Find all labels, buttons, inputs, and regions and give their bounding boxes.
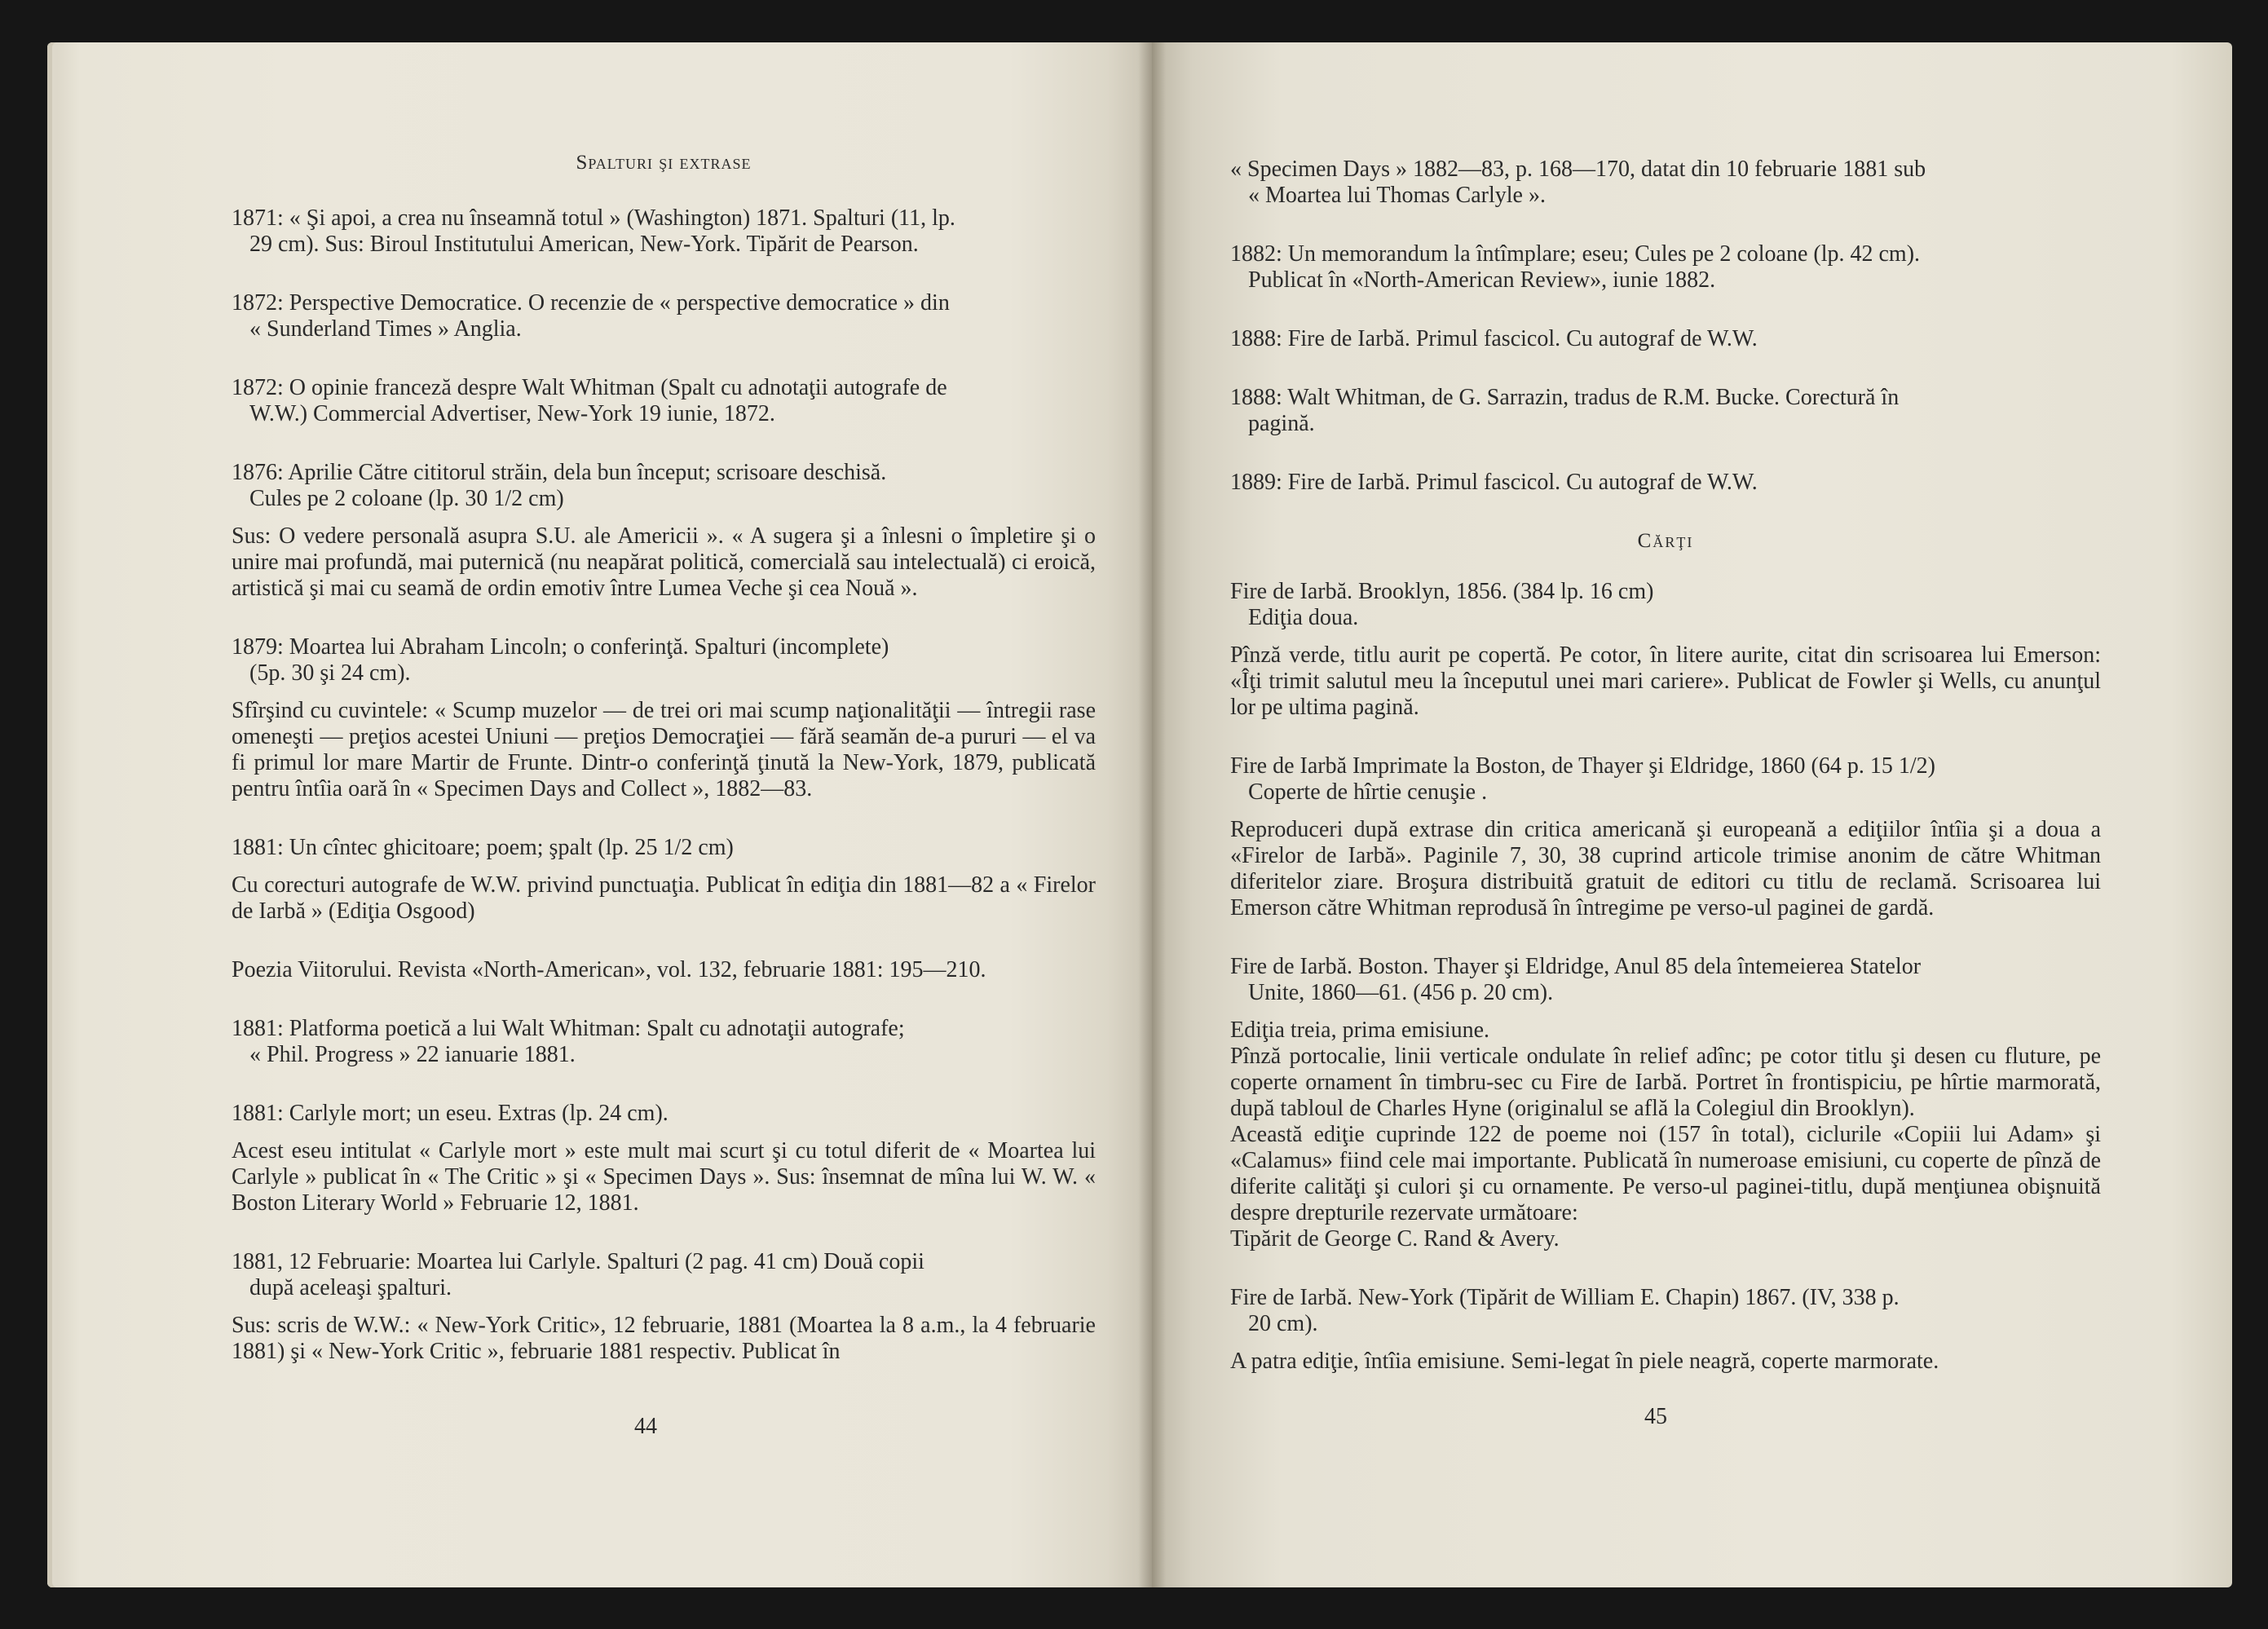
entry-heading-continuation: Ediţia doua. [1248, 605, 1359, 630]
bibliography-entry [1230, 954, 2101, 1252]
bibliography-entry [232, 1249, 1096, 1365]
entry-heading-continuation: Publicat în «North-American Review», iunie 1882. [1248, 267, 1716, 293]
bibliography-entry [1230, 753, 2101, 921]
entry-heading-continuation: « Moartea lui Thomas Carlyle ». [1248, 183, 1546, 208]
left-page-content [232, 150, 1096, 1397]
bibliography-entry [232, 1101, 1096, 1216]
entry-heading: 1871: « Şi apoi, a crea nu înseamnă totul » (Washington) 1871. Spalturi (11, lp. [232, 205, 955, 231]
entry-heading-continuation: după aceleaşi şpalturi. [249, 1275, 452, 1300]
entry-heading: Fire de Iarbă. Boston. Thayer şi Eldridge, Anul 85 dela întemeierea Statelor [1230, 954, 1922, 979]
entry-note: Pînză verde, titlu aurit pe copertă. Pe cotor, în litere aurite, citat din scrisoarea lui Emerson: «Îţi trimit salutul meu la începutul unei mari cariere». Publicat de Fowler şi Wells, cu anunţul lor pe ultima pagină. [1230, 642, 2101, 720]
entry-note: Ediţia treia, prima emisiune. [1230, 1018, 1490, 1043]
entry-heading-continuation: (5p. 30 şi 24 cm). [249, 660, 411, 686]
entry-heading: 1881: Carlyle mort; un eseu. Extras (lp. 24 cm). [232, 1101, 668, 1126]
entry-heading: 1872: O opinie franceză despre Walt Whitman (Spalt cu adnotaţii autografe de [232, 375, 947, 400]
entry-heading-continuation: pagină. [1248, 411, 1315, 436]
entry-heading: 1881, 12 Februarie: Moartea lui Carlyle. Spalturi (2 pag. 41 cm) Două copii [232, 1249, 924, 1274]
entry-heading: 1872: Perspective Democratice. O recenzie de « perspective democratice » din [232, 290, 950, 316]
bibliography-entry [232, 290, 1096, 342]
entry-heading-continuation: 20 cm). [1248, 1311, 1318, 1336]
bibliography-entry [1230, 385, 2101, 437]
entry-note: Sfîrşind cu cuvintele: « Scump muzelor — de trei ori mai scump naţionalităţii — întregii rase omeneşti — preţios acestei Uniuni — preţios Democraţiei — fără seamăn de-a pururi — el va fi primul lor mare Martir de Frunte. Dintr-o conferinţă ţinută la New-York, 1879, publicată pentru întîia oară în « Specimen Days and Collect », 1882—83. [232, 698, 1096, 801]
entry-heading-continuation: « Sunderland Times » Anglia. [249, 316, 522, 342]
bibliography-entry [1230, 241, 2101, 294]
entry-note: Sus: scris de W.W.: « New-York Critic», 12 februarie, 1881 (Moartea la 8 a.m., la 4 februarie 1881) şi « New-York Critic », februarie 1881 respectiv. Publicat în [232, 1313, 1096, 1364]
running-head: Spalturi şi extrase [576, 152, 752, 174]
entry-heading: Fire de Iarbă Imprimate la Boston, de Thayer şi Eldridge, 1860 (64 p. 15 1/2) [1230, 753, 1935, 779]
book-spread [47, 42, 2232, 1587]
entry-note: A patra ediţie, întîia emisiune. Semi-legat în piele neagră, coperte marmorate. [1230, 1349, 1939, 1374]
bibliography-entry [1230, 157, 2101, 209]
page-number-right: 45 [1644, 1404, 1667, 1429]
entry-heading-continuation: 29 cm). Sus: Biroul Institutului American, New-York. Tipărit de Pearson. [249, 232, 919, 257]
right-entry-list [1230, 157, 2101, 496]
entry-heading-continuation: Coperte de hîrtie cenuşie . [1248, 779, 1488, 805]
bibliography-entry [1230, 326, 2101, 352]
entry-heading: Poezia Viitorului. Revista «North-American», vol. 132, februarie 1881: 195—210. [232, 957, 986, 982]
entry-note: Pînză portocalie, linii verticale ondulate în relief adînc; pe cotor titlu şi desen cu fluture, pe coperte ornament în timbru-sec cu Fire de Iarbă. Portret în frontispiciu, pe hîrtie marmorată, după tabloul de Charles Hyne (originalul se află la Colegiul din Brooklyn). [1230, 1044, 2101, 1121]
bibliography-entry [232, 1016, 1096, 1068]
entry-heading: 1888: Fire de Iarbă. Primul fascicol. Cu autograf de W.W. [1230, 326, 1758, 351]
bibliography-entry [232, 375, 1096, 427]
entry-heading: Fire de Iarbă. Brooklyn, 1856. (384 lp. 16 cm) [1230, 579, 1654, 604]
book-gutter [1138, 42, 1166, 1587]
bibliography-entry [1230, 1285, 2101, 1375]
bibliography-entry [1230, 470, 2101, 496]
entry-note: Acest eseu intitulat « Carlyle mort » este mult mai scurt şi cu totul diferit de « Moartea lui Carlyle » publicat în « The Critic » şi « Specimen Days ». Sus: însemnat de mîna lui W. W. « Boston Literary World » Februarie 12, 1881. [232, 1138, 1096, 1216]
bibliography-entry [232, 835, 1096, 925]
page-number-left: 44 [634, 1414, 657, 1439]
bibliography-entry [232, 957, 1096, 983]
entry-note: Tipărit de George C. Rand & Avery. [1230, 1226, 1560, 1252]
entry-heading-continuation: W.W.) Commercial Advertiser, New-York 19 iunie, 1872. [249, 401, 775, 426]
entry-heading: 1879: Moartea lui Abraham Lincoln; o conferinţă. Spalturi (incomplete) [232, 634, 889, 660]
right-page [1152, 42, 2232, 1587]
right-page-content [1230, 157, 2101, 1407]
bibliography-entry [232, 460, 1096, 602]
entry-heading: Fire de Iarbă. New-York (Tipărit de William E. Chapin) 1867. (IV, 338 p. [1230, 1285, 1900, 1310]
entry-heading: 1888: Walt Whitman, de G. Sarrazin, tradus de R.M. Bucke. Corectură în [1230, 385, 1900, 410]
entry-note: Această ediţie cuprinde 122 de poeme noi (157 în total), ciclurile «Copiii lui Adam» şi «Calamus» fiind cele mai importante. Publicată în numeroase emisiuni, cu coperte de pînză de diferite calităţi şi culori şi cu ornamente. Pe verso-ul paginei-titlu, după menţiunea obişnuită despre drepturile rezervate următoare: [1230, 1122, 2101, 1225]
bibliography-entry [232, 634, 1096, 802]
entry-heading: 1881: Platforma poetică a lui Walt Whitman: Spalt cu adnotaţii autografe; [232, 1016, 905, 1041]
section-title-carti: Cărţi [1637, 530, 1694, 552]
entry-heading-continuation: Unite, 1860—61. (456 p. 20 cm). [1248, 980, 1554, 1005]
entry-note: Sus: O vedere personală asupra S.U. ale Americii ». « A sugera şi a înlesni o împletire şi o unire mai profundă, mai puternică (nu neapărat politică, comercială sau intelectuală) ci eroică, artistică şi mai cu seamă de ordin emotiv între Lumea Veche şi cea Nouă ». [232, 523, 1096, 601]
entry-heading: 1882: Un memorandum la întîmplare; eseu; Cules pe 2 coloane (lp. 42 cm). [1230, 241, 1921, 267]
entry-heading-continuation: « Phil. Progress » 22 ianuarie 1881. [249, 1042, 576, 1067]
entry-heading-continuation: Cules pe 2 coloane (lp. 30 1/2 cm) [249, 486, 564, 511]
entry-note: Reproduceri după extrase din critica americană şi europeană a ediţiilor întîia şi a doua a «Firelor de Iarbă». Paginile 7, 30, 38 cuprind articole trimise anonim de către Whitman diferitelor ziare. Broşura distribuită gratuit de editori cu titlu de reclamă. Scrisoarea lui Emerson către Whitman reprodusă în întregime pe verso-ul paginei de gardă. [1230, 817, 2101, 920]
entry-heading: « Specimen Days » 1882—83, p. 168—170, datat din 10 februarie 1881 sub [1230, 157, 1926, 182]
entry-heading: 1881: Un cîntec ghicitoare; poem; şpalt (lp. 25 1/2 cm) [232, 835, 734, 860]
left-entry-list [232, 205, 1096, 1365]
entry-note: Cu corecturi autografe de W.W. privind punctuaţia. Publicat în ediţia din 1881—82 a « Firelor de Iarbă » (Ediţia Osgood) [232, 872, 1096, 924]
left-page [47, 42, 1152, 1587]
bibliography-entry [1230, 579, 2101, 721]
entry-heading: 1889: Fire de Iarbă. Primul fascicol. Cu autograf de W.W. [1230, 470, 1758, 495]
book-entry-list [1230, 579, 2101, 1375]
entry-heading: 1876: Aprilie Către cititorul străin, dela bun început; scrisoare deschisă. [232, 460, 887, 485]
bibliography-entry [232, 205, 1096, 258]
